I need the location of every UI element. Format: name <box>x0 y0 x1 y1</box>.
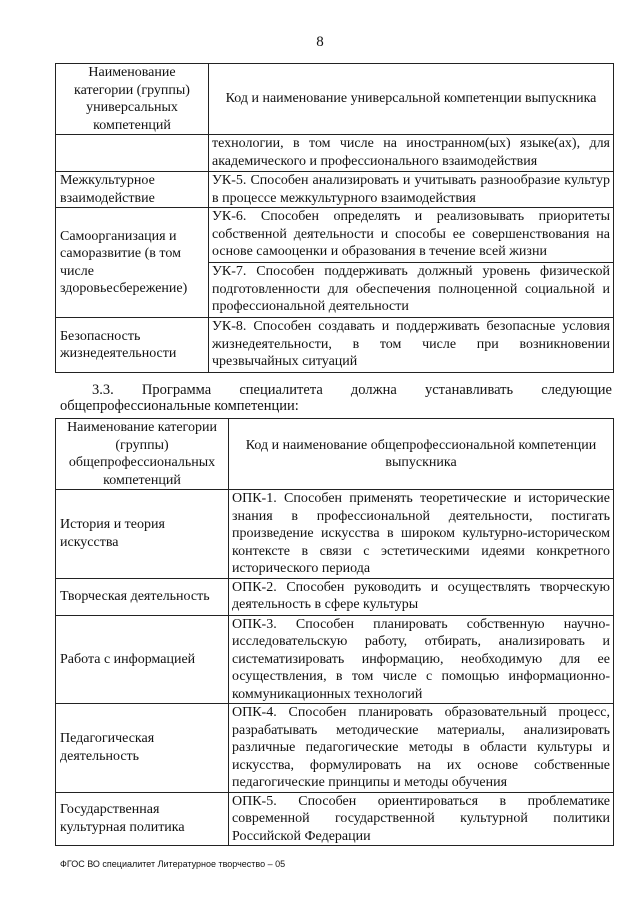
category-cell: История и теория искусства <box>56 490 229 579</box>
competence-cell: ОПК-3. Способен планировать собственную научно-исследовательскую работу, отбирать, анализировать и систематизировать информацию, необходимую для ее осуществления, в том числе с помощью информационно-коммуникационных технологий <box>229 615 614 704</box>
section-heading-continued: общепрофессиональные компетенции: <box>60 398 299 414</box>
competence-cell: ОПК-4. Способен планировать образовательный процесс, разрабатывать методические материалы, анализировать различные педагогические методы в области культуры и искусства, формулировать на их основе собственные педагогические принципы и методы обучения <box>229 704 614 793</box>
competence-cell: ОПК-1. Способен применять теоретические и исторические знания в профессиональной деятельности, постигать произведение искусства в широком культурно-историческом контексте в связи с эстетическими идеями конкретного исторического периода <box>229 490 614 579</box>
category-cell: Государственная культурная политика <box>56 792 229 846</box>
general-professional-competencies-table <box>55 418 614 846</box>
table-row <box>56 135 614 172</box>
universal-competencies-table <box>55 63 614 373</box>
competence-cell: УК-7. Способен поддерживать должный уровень физической подготовленности для обеспечения полноценной социальной и профессиональной деятельности <box>209 263 614 318</box>
category-cell: Самоорганизация и саморазвитие (в том числе здоровьесбережение) <box>56 208 209 318</box>
competence-cell: УК-5. Способен анализировать и учитывать разнообразие культур в процессе межкультурного взаимодействия <box>209 172 614 208</box>
table-row <box>56 490 614 579</box>
category-cell: Педагогическая деятельность <box>56 704 229 793</box>
table-row <box>56 792 614 846</box>
category-cell: Межкультурное взаимодействие <box>56 172 209 208</box>
table-header-row <box>56 64 614 135</box>
competence-cell: УК-8. Способен создавать и поддерживать безопасные условия жизнедеятельности, в том числе при возникновении чрезвычайных ситуаций <box>209 318 614 373</box>
table-row <box>56 704 614 793</box>
table-row <box>56 208 614 263</box>
document-footer: ФГОС ВО специалитет Литературное творчество – 05 <box>60 859 286 869</box>
table-row <box>56 172 614 208</box>
competence-cell: технологии, в том числе на иностранном(ых) языке(ах), для академического и профессионального взаимодействия <box>209 135 614 172</box>
header-category-cell: Наименование категории (группы) универсальных компетенций <box>56 64 209 135</box>
page-number: 8 <box>316 34 324 50</box>
table-row <box>56 578 614 615</box>
category-cell: Безопасность жизнедеятельности <box>56 318 209 373</box>
table-row <box>56 318 614 373</box>
table-header-row <box>56 419 614 490</box>
header-category-cell: Наименование категории (группы) общепрофессиональных компетенций <box>56 419 229 490</box>
category-cell: Работа с информацией <box>56 615 229 704</box>
category-cell: Творческая деятельность <box>56 578 229 615</box>
competence-cell: ОПК-5. Способен ориентироваться в проблематике современной государственной культурной политики Российской Федерации <box>229 792 614 846</box>
section-heading: 3.3. Программа специалитета должна устанавливать следующие <box>92 382 612 398</box>
competence-cell: УК-6. Способен определять и реализовывать приоритеты собственной деятельности и способы ее совершенствования на основе самооценки и образования в течение всей жизни <box>209 208 614 263</box>
header-code-cell: Код и наименование общепрофессиональной компетенции выпускника <box>229 419 614 490</box>
competence-cell: ОПК-2. Способен руководить и осуществлять творческую деятельность в сфере культуры <box>229 578 614 615</box>
table-row <box>56 615 614 704</box>
header-code-cell: Код и наименование универсальной компетенции выпускника <box>209 64 614 135</box>
category-cell <box>56 135 209 172</box>
